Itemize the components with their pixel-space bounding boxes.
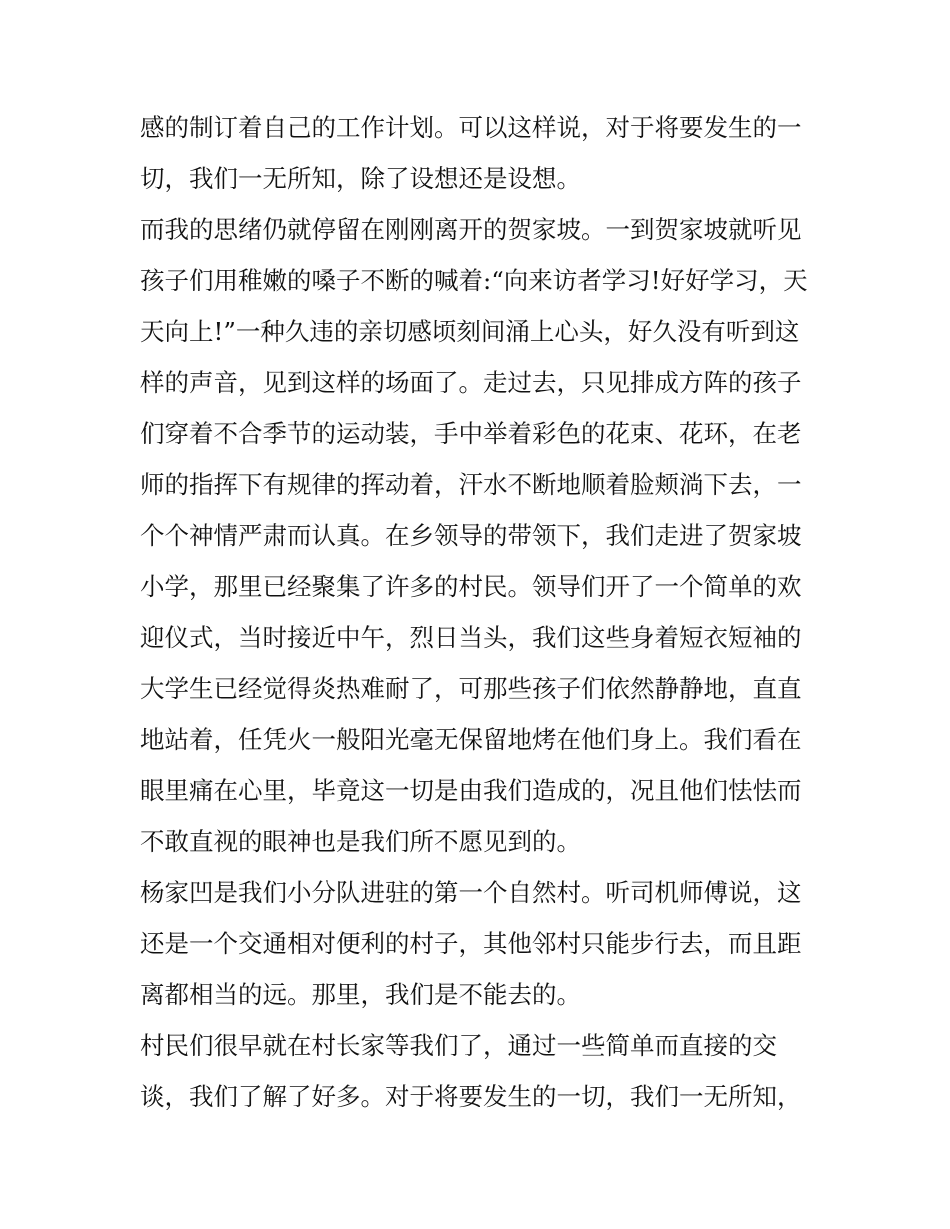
- text-line-11: 迎仪式，当时接近中午，烈日当头，我们这些身着短衣短袖的: [140, 623, 802, 652]
- text-line-6: 样的声音，见到这样的场面了。走过去，只见排成方阵的孩子: [140, 368, 802, 397]
- text-line-7: 们穿着不合季节的运动装，手中举着彩色的花束、花环，在老: [140, 419, 802, 448]
- text-line-9: 个个神情严肃而认真。在乡领导的带领下，我们走进了贺家坡: [140, 521, 802, 550]
- body-text: [140, 102, 815, 1122]
- text-line-15: 不敢直视的眼神也是我们所不愿见到的。: [140, 827, 581, 856]
- text-line-1: 感的制订着自己的工作计划。可以这样说，对于将要发生的一: [140, 113, 802, 142]
- text-line-2: 切，我们一无所知，除了设想还是设想。: [140, 164, 581, 193]
- text-line-16: 杨家凹是我们小分队进驻的第一个自然村。听司机师傅说，这: [140, 878, 802, 907]
- text-line-19: 村民们很早就在村长家等我们了，通过一些简单而直接的交: [140, 1031, 777, 1060]
- text-line-18: 离都相当的远。那里，我们是不能去的。: [140, 980, 581, 1009]
- text-line-14: 眼里痛在心里，毕竟这一切是由我们造成的，况且他们怯怯而: [140, 776, 802, 805]
- text-line-5: 天向上!”一种久违的亲切感顷刻间涌上心头，好久没有听到这: [140, 317, 800, 346]
- text-line-17: 还是一个交通相对便利的村子，其他邻村只能步行去，而且距: [140, 929, 802, 958]
- text-line-8: 师的指挥下有规律的挥动着，汗水不断地顺着脸颊淌下去，一: [140, 470, 802, 499]
- text-line-10: 小学，那里已经聚集了许多的村民。领导们开了一个简单的欢: [140, 572, 802, 601]
- text-line-3: 而我的思绪仍就停留在刚刚离开的贺家坡。一到贺家坡就听见: [140, 215, 802, 244]
- text-line-12: 大学生已经觉得炎热难耐了，可那些孩子们依然静静地，直直: [140, 674, 802, 703]
- text-line-20: 谈，我们了解了好多。对于将要发生的一切，我们一无所知，: [140, 1082, 802, 1111]
- text-line-4: 孩子们用稚嫩的嗓子不断的喊着:“向来访者学习!好好学习，天: [140, 266, 808, 295]
- text-line-13: 地站着，任凭火一般阳光毫无保留地烤在他们身上。我们看在: [140, 725, 802, 754]
